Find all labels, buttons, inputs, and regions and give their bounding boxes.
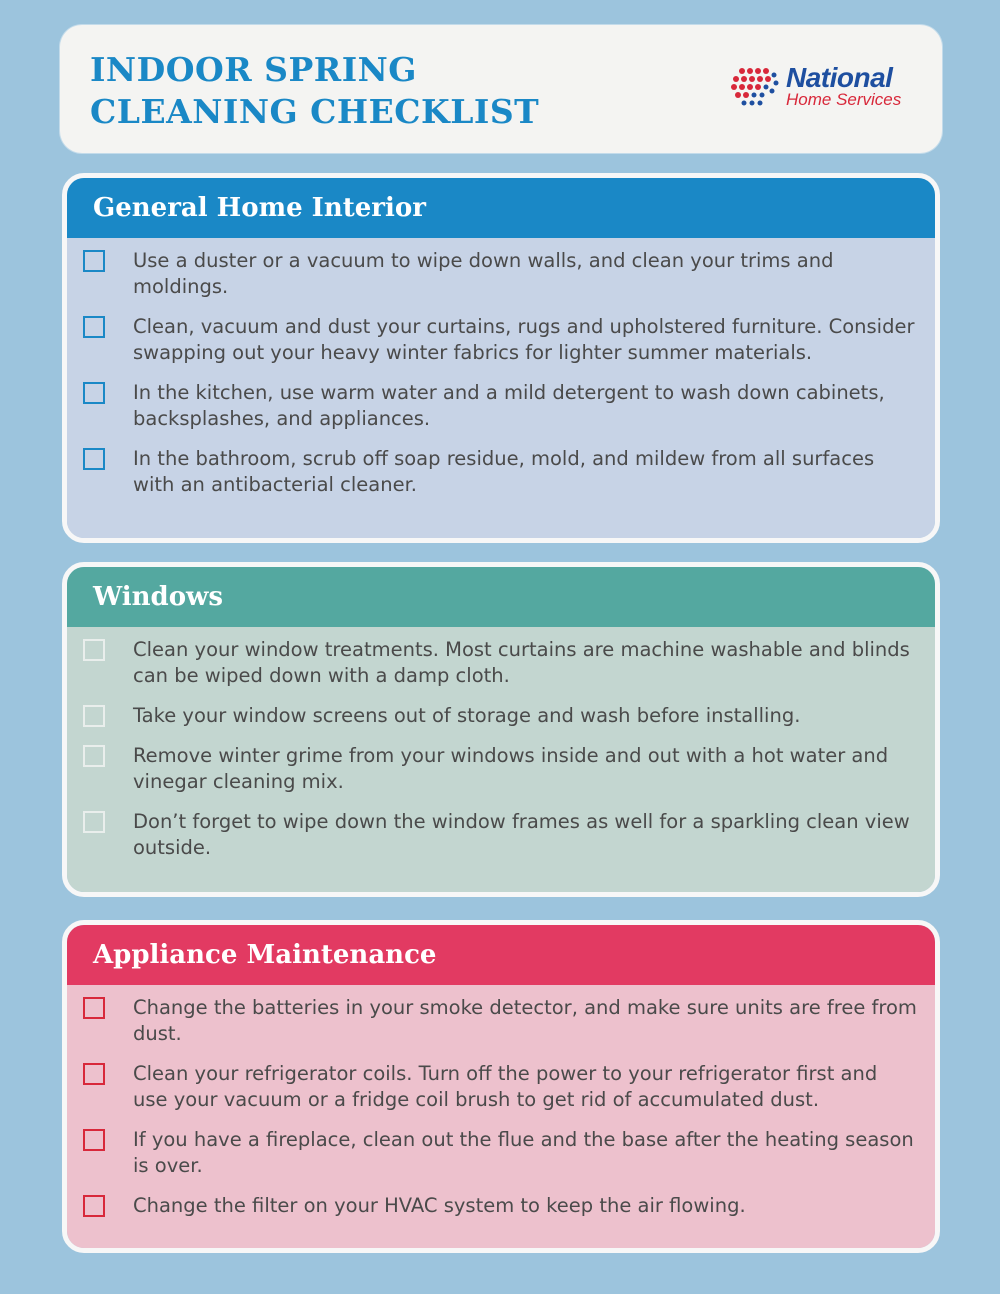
checkbox[interactable] <box>83 382 105 404</box>
checkbox[interactable] <box>83 1063 105 1085</box>
checklist-item-text: Clean, vacuum and dust your curtains, rugs and upholstered furniture. Consider swapping out your heavy winter fabrics for lighter summer materials. <box>133 315 915 364</box>
checklist-item <box>67 446 935 498</box>
checklist-item-text: Change the batteries in your smoke detector, and make sure units are free from dust. <box>133 996 917 1045</box>
checklist-item-text: Don’t forget to wipe down the window frames as well for a sparkling clean view outside. <box>133 810 910 859</box>
section-title: Appliance Maintenance <box>67 925 935 985</box>
section-appliance-maintenance <box>62 920 940 1253</box>
header-card <box>60 25 942 153</box>
checkbox[interactable] <box>83 1195 105 1217</box>
checklist-item-text: Remove winter grime from your windows inside and out with a hot water and vinegar cleaning mix. <box>133 744 889 793</box>
checkbox[interactable] <box>83 448 105 470</box>
checkbox[interactable] <box>83 997 105 1019</box>
national-home-services-logo <box>728 63 928 113</box>
checklist <box>67 985 935 1253</box>
page-title: INDOOR SPRING CLEANING CHECKLIST <box>90 50 540 131</box>
checklist-item <box>67 995 935 1047</box>
checklist-item-text: Change the filter on your HVAC system to keep the air flowing. <box>133 1194 746 1217</box>
logo-subtitle-text: Home Services <box>786 90 902 109</box>
checkbox[interactable] <box>83 250 105 272</box>
checklist-item <box>67 1193 935 1219</box>
checkbox[interactable] <box>83 745 105 767</box>
checklist-item <box>67 743 935 795</box>
checklist-item-text: Clean your refrigerator coils. Turn off the power to your refrigerator first and use your vacuum or a fridge coil brush to get rid of accumulated dust. <box>133 1062 878 1111</box>
checklist-item-text: Take your window screens out of storage and wash before installing. <box>133 704 801 727</box>
checkbox[interactable] <box>83 1129 105 1151</box>
section-general-home-interior <box>62 173 940 543</box>
checklist-item <box>67 248 935 300</box>
checklist <box>67 627 935 897</box>
checkbox[interactable] <box>83 705 105 727</box>
checklist-item <box>67 637 935 689</box>
section-title: Windows <box>67 567 935 627</box>
checklist-item-text: In the kitchen, use warm water and a mild detergent to wash down cabinets, backsplashes, and appliances. <box>133 381 885 430</box>
checklist-item <box>67 703 935 729</box>
checklist-item <box>67 314 935 366</box>
logo-dots-icon <box>728 65 784 111</box>
checklist <box>67 238 935 543</box>
checkbox[interactable] <box>83 316 105 338</box>
section-title: General Home Interior <box>67 178 935 238</box>
checkbox[interactable] <box>83 811 105 833</box>
checklist-item-text: Use a duster or a vacuum to wipe down walls, and clean your trims and moldings. <box>133 249 834 298</box>
checklist-item <box>67 380 935 432</box>
checklist-item-text: Clean your window treatments. Most curtains are machine washable and blinds can be wiped down with a damp cloth. <box>133 638 910 687</box>
checkbox[interactable] <box>83 639 105 661</box>
checklist-item-text: If you have a fireplace, clean out the flue and the base after the heating season is over. <box>133 1128 914 1177</box>
checklist-item <box>67 1061 935 1113</box>
checklist-item-text: In the bathroom, scrub off soap residue, mold, and mildew from all surfaces with an antibacterial cleaner. <box>133 447 875 496</box>
logo-brand-text: National <box>786 62 893 93</box>
checklist-item <box>67 809 935 861</box>
section-windows <box>62 562 940 897</box>
checklist-item <box>67 1127 935 1179</box>
